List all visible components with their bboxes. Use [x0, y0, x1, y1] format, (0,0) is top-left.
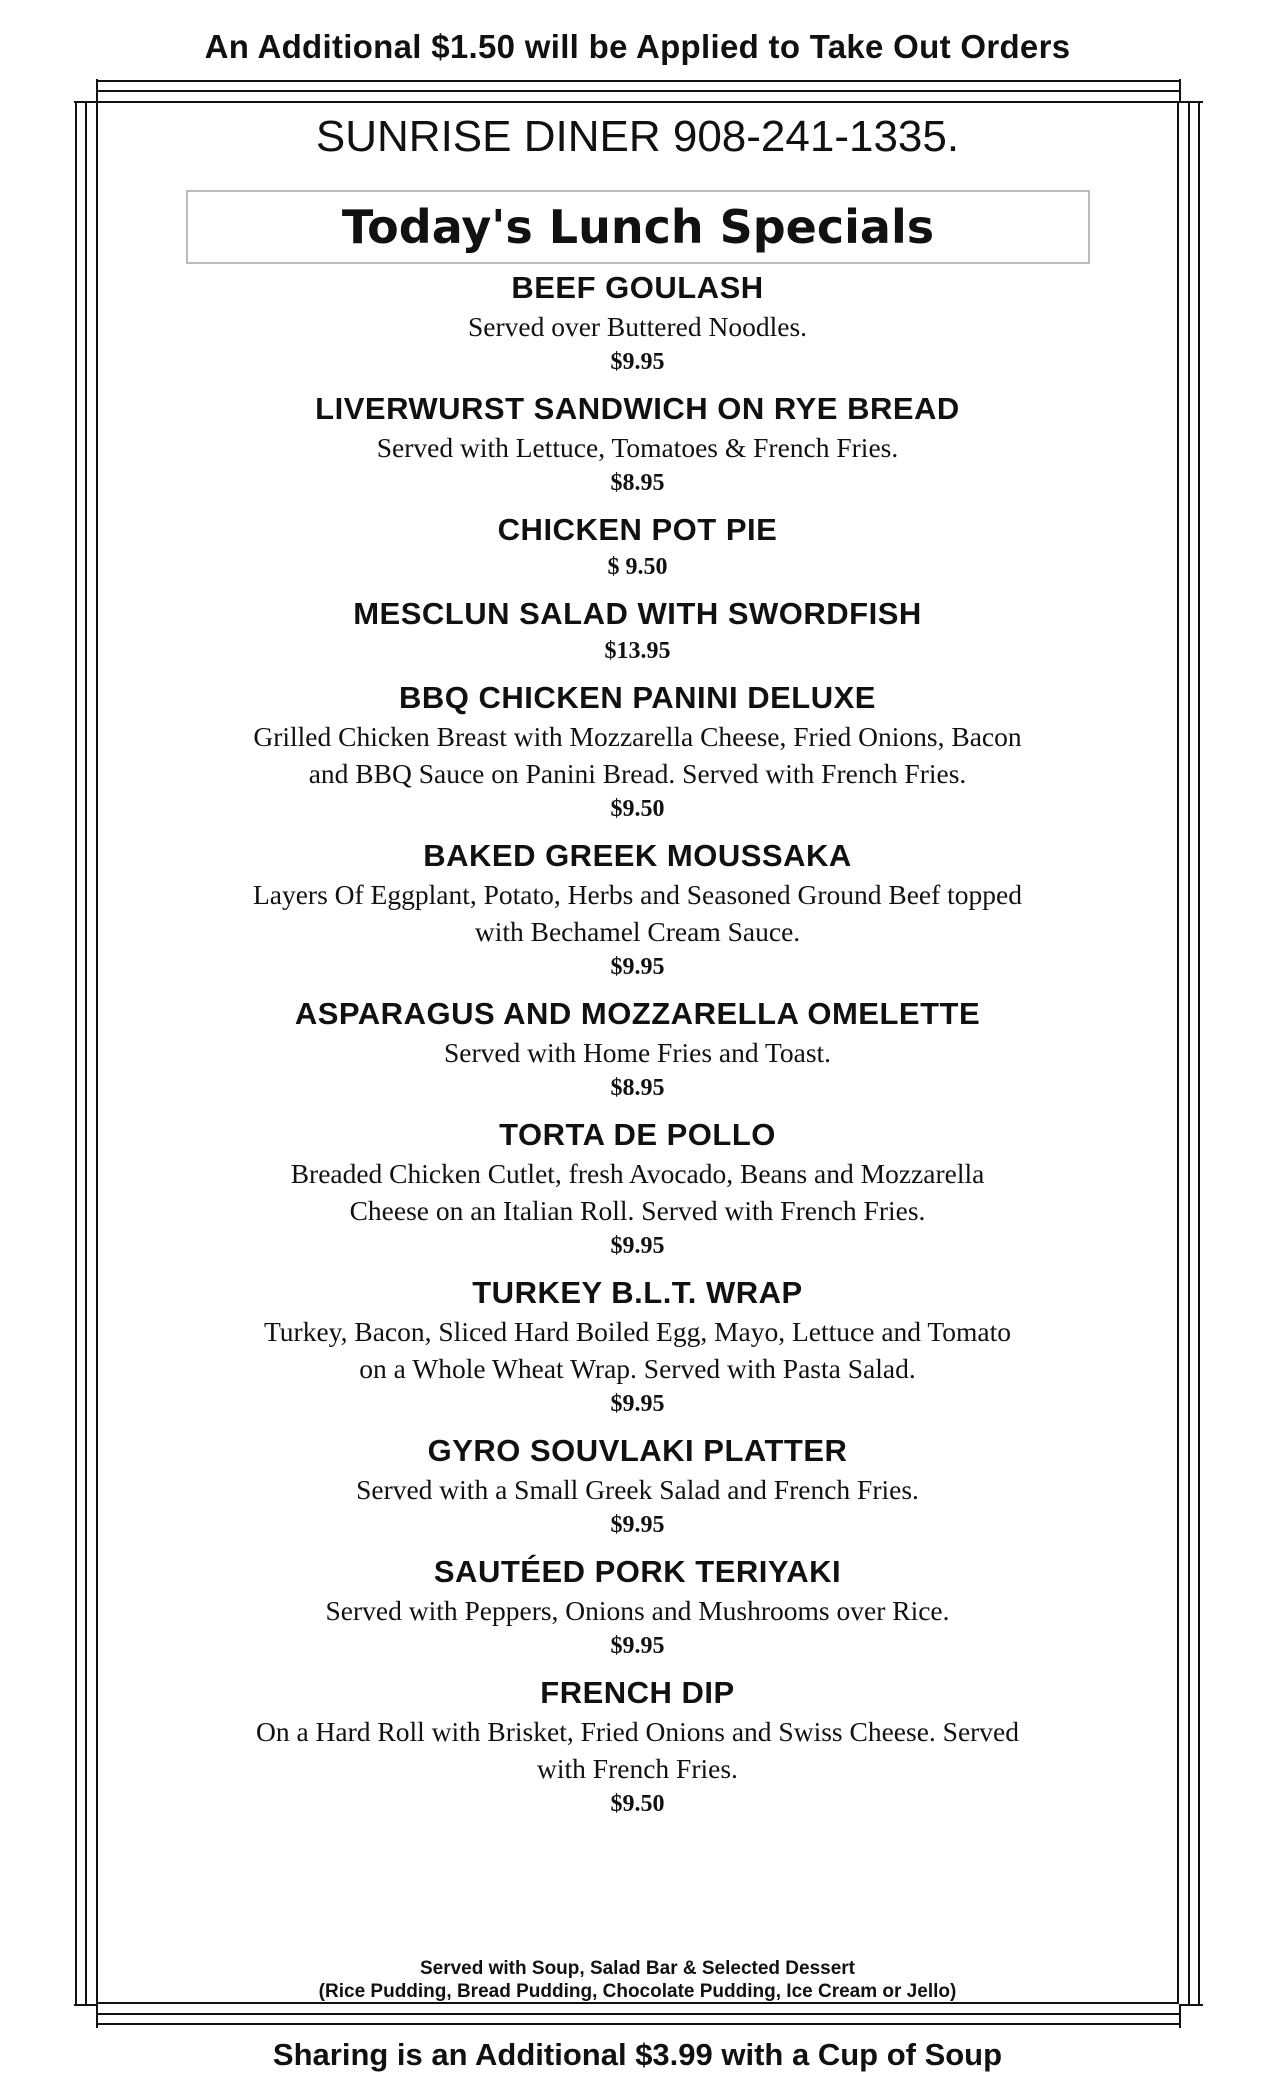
- menu-items-list: [140, 268, 1135, 1831]
- footer-included-note: Served with Soup, Salad Bar & Selected Dessert: [419, 1958, 856, 1979]
- diner-name-phone: SUNRISE DINER 908-241-1335.: [315, 112, 960, 161]
- menu-item-name: BAKED GREEK MOUSSAKA: [423, 838, 852, 873]
- menu-item-description: Turkey, Bacon, Sliced Hard Boiled Egg, Mayo, Lettuce and Tomato: [263, 1316, 1012, 1347]
- menu-item: [140, 594, 1135, 668]
- menu-item-description: and BBQ Sauce on Panini Bread. Served with French Fries.: [308, 758, 967, 789]
- footer-dessert-options: (Rice Pudding, Bread Pudding, Chocolate Pudding, Ice Cream or Jello): [318, 1981, 957, 2002]
- frame-corner-notch: [74, 2004, 98, 2028]
- menu-item-description: Served over Buttered Noodles.: [467, 311, 808, 342]
- menu-item-description: On a Hard Roll with Brisket, Fried Onions and Swiss Cheese. Served: [255, 1716, 1020, 1747]
- menu-item-description: Served with Peppers, Onions and Mushrooms over Rice.: [325, 1595, 950, 1626]
- menu-item-price: $9.95: [610, 1633, 665, 1659]
- menu-item-description: Grilled Chicken Breast with Mozzarella Cheese, Fried Onions, Bacon: [253, 721, 1022, 752]
- menu-item-name: TURKEY B.L.T. WRAP: [472, 1275, 803, 1310]
- frame-corner-notch: [1179, 79, 1203, 103]
- menu-item-price: $9.50: [610, 796, 665, 822]
- menu-item-description: Layers Of Eggplant, Potato, Herbs and Seasoned Ground Beef topped: [252, 879, 1023, 910]
- menu-item-price: $9.95: [610, 349, 665, 375]
- menu-item: [140, 1115, 1135, 1263]
- menu-item-name: MESCLUN SALAD WITH SWORDFISH: [353, 596, 922, 631]
- menu-item: [140, 1431, 1135, 1542]
- menu-item: [140, 1273, 1135, 1421]
- menu-item-price: $ 9.50: [607, 554, 668, 580]
- menu-item-price: $13.95: [604, 638, 671, 664]
- menu-item: [140, 678, 1135, 826]
- menu-item-name: FRENCH DIP: [540, 1675, 735, 1710]
- menu-item-price: $8.95: [610, 470, 665, 496]
- menu-item-price: $8.95: [610, 1075, 665, 1101]
- menu-item-price: $9.95: [610, 1391, 665, 1417]
- menu-item-name: CHICKEN POT PIE: [497, 512, 778, 547]
- menu-item-description: with Bechamel Cream Sauce.: [474, 916, 801, 947]
- menu-item: [140, 994, 1135, 1105]
- menu-item-description: with French Fries.: [537, 1753, 738, 1784]
- menu-item: [140, 1673, 1135, 1821]
- menu-item: [140, 510, 1135, 584]
- menu-item-price: $9.95: [610, 954, 665, 980]
- menu-item: [140, 389, 1135, 500]
- menu-item-name: TORTA DE POLLO: [499, 1117, 776, 1152]
- menu-item-name: BBQ CHICKEN PANINI DELUXE: [399, 680, 876, 715]
- menu-item-name: LIVERWURST SANDWICH ON RYE BREAD: [315, 391, 960, 426]
- menu-item-description: on a Whole Wheat Wrap. Served with Pasta Salad.: [359, 1353, 916, 1384]
- frame-corner-notch: [1179, 2004, 1203, 2028]
- menu-item-price: $9.95: [610, 1512, 665, 1538]
- frame-corner-notch: [74, 79, 98, 103]
- specials-title-box: [186, 190, 1090, 264]
- menu-item-description: Served with Lettuce, Tomatoes & French Fries.: [376, 432, 899, 463]
- menu-item-price: $9.95: [610, 1233, 665, 1259]
- menu-item-name: BEEF GOULASH: [511, 270, 764, 305]
- menu-item: [140, 1552, 1135, 1663]
- menu-item-name: SAUTÉED PORK TERIYAKI: [433, 1554, 842, 1589]
- menu-item-name: GYRO SOUVLAKI PLATTER: [427, 1433, 848, 1468]
- specials-title: Today's Lunch Specials: [341, 200, 935, 254]
- takeout-note: An Additional $1.50 will be Applied to Take Out Orders: [204, 28, 1071, 65]
- menu-item-price: $9.50: [610, 1791, 665, 1817]
- menu-item: [140, 268, 1135, 379]
- menu-item-name: ASPARAGUS AND MOZZARELLA OMELETTE: [294, 996, 981, 1031]
- sharing-note: Sharing is an Additional $3.99 with a Cup of Soup: [272, 2037, 1003, 2072]
- menu-item: [140, 836, 1135, 984]
- menu-item-description: Breaded Chicken Cutlet, fresh Avocado, Beans and Mozzarella: [290, 1158, 985, 1189]
- menu-item-description: Served with Home Fries and Toast.: [443, 1037, 832, 1068]
- menu-item-description: Served with a Small Greek Salad and French Fries.: [356, 1474, 919, 1505]
- menu-item-description: Cheese on an Italian Roll. Served with French Fries.: [349, 1195, 926, 1226]
